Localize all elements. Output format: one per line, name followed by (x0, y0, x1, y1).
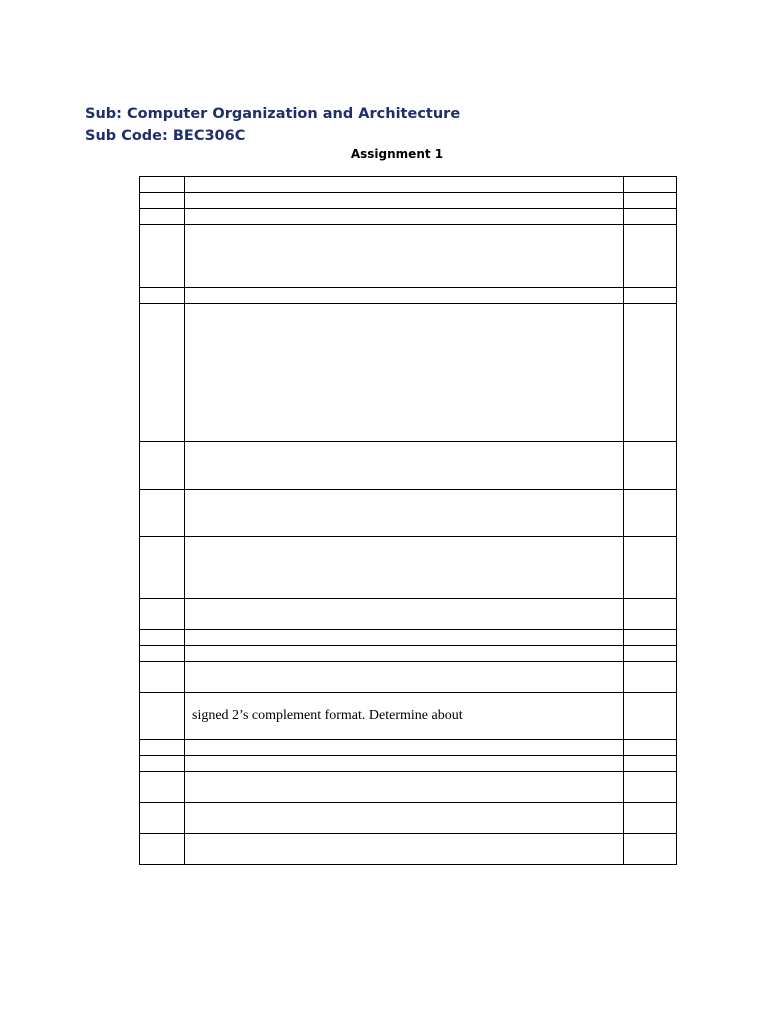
question-cell (185, 177, 624, 193)
question-cell (185, 693, 624, 740)
question-number-cell (140, 304, 185, 442)
marks-cell (624, 834, 677, 865)
question-cell (185, 662, 624, 693)
marks-cell (624, 288, 677, 304)
question-cell (185, 834, 624, 865)
question-cell (185, 772, 624, 803)
marks-cell (624, 209, 677, 225)
question-number-cell (140, 630, 185, 646)
marks-cell (624, 772, 677, 803)
question-cell (185, 442, 624, 490)
table-row (140, 740, 677, 756)
table-row (140, 662, 677, 693)
table-row (140, 599, 677, 630)
question-number-cell (140, 740, 185, 756)
table-row (140, 756, 677, 772)
question-number-cell (140, 442, 185, 490)
question-number-cell (140, 537, 185, 599)
question-number-cell (140, 288, 185, 304)
table-row (140, 225, 677, 288)
table-row (140, 834, 677, 865)
table-row (140, 490, 677, 537)
question-number-cell (140, 772, 185, 803)
marks-cell (624, 756, 677, 772)
question-number-cell (140, 662, 185, 693)
table-row (140, 693, 677, 740)
question-number-cell (140, 693, 185, 740)
question-number-cell (140, 646, 185, 662)
question-number-cell (140, 803, 185, 834)
question-cell (185, 740, 624, 756)
question-number-cell (140, 834, 185, 865)
marks-cell (624, 630, 677, 646)
marks-cell (624, 646, 677, 662)
question-number-cell (140, 209, 185, 225)
marks-cell (624, 490, 677, 537)
table-row (140, 177, 677, 193)
question-cell (185, 756, 624, 772)
question-number-cell (140, 193, 185, 209)
assignment-table-body (140, 177, 677, 865)
marks-cell (624, 662, 677, 693)
question-cell (185, 225, 624, 288)
marks-cell (624, 740, 677, 756)
question-cell (185, 630, 624, 646)
table-row (140, 803, 677, 834)
marks-cell (624, 693, 677, 740)
question-cell (185, 599, 624, 630)
table-row (140, 193, 677, 209)
question-cell (185, 803, 624, 834)
question-cell (185, 304, 624, 442)
question-cell (185, 193, 624, 209)
question-cell (185, 209, 624, 225)
assignment-title: Assignment 1 (350, 147, 444, 161)
marks-cell (624, 599, 677, 630)
question-cell (185, 646, 624, 662)
table-row (140, 537, 677, 599)
table-row (140, 304, 677, 442)
subject-code: Sub Code: BEC306C (85, 128, 246, 144)
question-cell (185, 537, 624, 599)
marks-cell (624, 177, 677, 193)
marks-cell (624, 225, 677, 288)
question-text: signed 2’s complement format. Determine about (192, 708, 463, 723)
table-row (140, 209, 677, 225)
question-number-cell (140, 490, 185, 537)
marks-cell (624, 803, 677, 834)
question-cell (185, 288, 624, 304)
table-row (140, 772, 677, 803)
question-cell (185, 490, 624, 537)
assignment-table (139, 176, 677, 865)
marks-cell (624, 304, 677, 442)
table-row (140, 646, 677, 662)
table-row (140, 442, 677, 490)
subject-heading: Sub: Computer Organization and Architecture (85, 106, 461, 122)
table-row (140, 288, 677, 304)
question-number-cell (140, 225, 185, 288)
marks-cell (624, 193, 677, 209)
marks-cell (624, 442, 677, 490)
marks-cell (624, 537, 677, 599)
question-number-cell (140, 177, 185, 193)
table-row (140, 630, 677, 646)
question-number-cell (140, 599, 185, 630)
question-number-cell (140, 756, 185, 772)
